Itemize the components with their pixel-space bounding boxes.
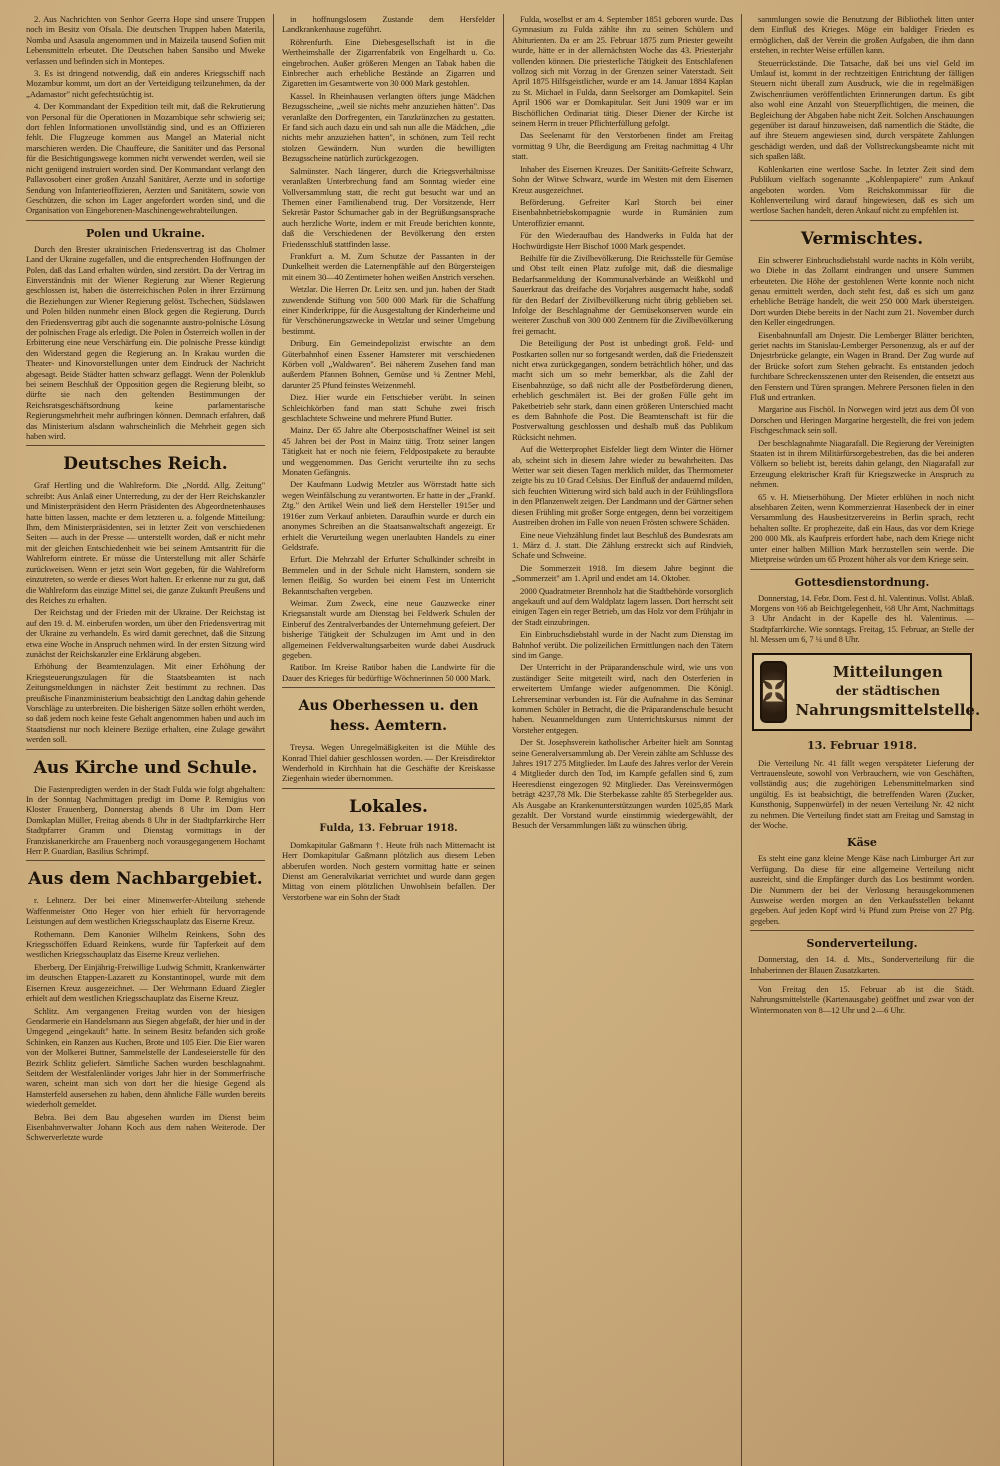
article-paragraph: r. Lehnerz. Der bei einer Minenwerfer-Abteilung stehende Waffenmeister Otto Heger von hier erhielt für hervorragende Leistungen auf dem westlichen Kriegsschauplatz das Eiserne Kreuz. — [26, 895, 265, 927]
article-paragraph: Beförderung. Gefreiter Karl Storch bei einer Eisenbahnbetriebskompagnie wurde in Rumänien zum Unteroffizier ernannt. — [512, 196, 733, 228]
article-paragraph: Frankfurt a. M. Zum Schutze der Passanten in der Dunkelheit werden die Laternenpfähle auf den Bürgersteigen mit einem 30—40 Zentimeter hohen weißen Anstrich versehen. — [282, 250, 495, 282]
article-paragraph: Diez. Hier wurde ein Fettschieber verübt. In seinen Schleichkörben fand man statt Schuhe zwei frisch geschlachtete Schweine und mehrere Pfund Butter. — [282, 392, 495, 424]
city-seal-icon: ✠ — [760, 661, 787, 723]
article-paragraph: sammlungen sowie die Benutzung der Bibliothek litten unter dem Einfluß des Krieges. Möge ein baldiger Frieden es ermöglichen, daß der Verein die großen Aufgaben, die ihm dann erstehen, in rechter Weise erfüllen kann. — [750, 14, 974, 56]
article-paragraph: 2000 Quadratmeter Brennholz hat die Stadtbehörde vorsorglich angekauft und auf dem Waldplatz lagern lassen. Dort herrscht seit einigen Tagen ein reger Betrieb, um das Holz vor dem Frühjahr in der Stadt einzubringen. — [512, 585, 733, 627]
article-paragraph: 2. Aus Nachrichten von Senhor Geerra Hope sind unsere Truppen noch im Besitz von Ofsala. Die deutschen Truppen haben Materila, Nomba und Asasula angenommen und in Maizeila tausend Sofien mit Lebensmitteln erbeutet. Die Deutschen haben Sansibo und Mweke verlassen und befinden sich in Montepes. — [26, 14, 265, 66]
article-paragraph: Fulda, woselbst er am 4. September 1851 geboren wurde. Das Gymnasium zu Fulda zählte ihn zu seinen Schülern und Abiturienten. Da er am 25. Februar 1875 zum Priester geweiht wurde, hätte er in der allernächsten Woche das 43. Priesterjahr vollenden können. Die priesterliche Tätigkeit des Entschlafenen vollzog sich mit Vorzug in der Grenzen seiner Vaterstadt. Seit April 1875 Hilfsgeistlicher, wurde er am 14. Januar 1884 Kaplan zu St. Michael in Fulda, dann Seelsorger am Domkapitel. Sein April 1906 war er Domkapitular. Seit Juni 1909 war er im Bischöflichen Ordinariat tätig. Dieser Diener der Kirche ist seinem Herrn in treuer Pflichterfüllung gefolgt. — [512, 14, 733, 129]
article-paragraph: Domkapitular Gaßmann †. Heute früh nach Mitternacht ist Herr Domkapitular Gaßmann plötzlich aus diesem Leben abberufen worden. Noch gestern vormittag hatte er seinen Dienst am Generalvikariat verrichtet und wurde dann gegen Mittag von einem plötzlichen Unwohlsein befallen. Der Verstorbene war ein Sohn der Stadt — [282, 839, 495, 902]
article-paragraph: Inhaber des Eisernen Kreuzes. Der Sanitäts-Gefreite Schwarz, Sohn der Witwe Schwarz, wurde im Westen mit dem Eisernen Kreuz ausgezeichnet. — [512, 163, 733, 195]
column-1 — [18, 14, 274, 1466]
divider — [26, 860, 265, 861]
article-paragraph: Schlitz. Am vergangenen Freitag wurden von der hiesigen Gendarmerie ein Handelsmann aus Siegen abgefaßt, der hier und in der Umgegend „eingekauft" hatte. In seinem Besitz befanden sich große Schinken, ein Ranzen aus Kuchen, Brote und 105 Eier. Die Eier waren von der Molkerei Buttner, Sammelstelle der Landeseierstelle für den Bezirk Schlitz geliefert. Sämtliche Sachen wurden beschlagnahmt. Seitdem der Westfalenländer voriges Jahr hier in der Sommerfrische waren, scheint man sich von dort her die hiesige Gegend als Hamsterfeld ausersehen zu haben, denn ähnliche Fälle wurden bereits wiederholt gemeldet. — [26, 1005, 265, 1110]
article-paragraph: Rothemann. Dem Kanonier Wilhelm Reinkens, Sohn des Kriegsschöffen Eduard Reinkens, wurde für Tapferkeit auf dem westlichen Kriegsschauplatz das Eiserne Kreuz verliehen. — [26, 928, 265, 960]
section-heading-sonderverteilung: Sonderverteilung. — [806, 937, 918, 951]
article-paragraph: Donnerstag, den 14. d. Mts., Sonderverteilung für die Inhaberinnen der Blauen Zusatzkarten. — [750, 954, 974, 975]
divider — [750, 220, 974, 221]
section-heading-reich: Deutsches Reich. — [63, 454, 228, 475]
article-paragraph: Kassel. In Rheinhausen verlangten öfters junge Mädchen Bezugsscheine, „weil sie nichts mehr anzuziehen hätten". Das veranlaßte den Dorfregenten, ein Tanzkränzchen zu gestatten. Er fand sich auch dazu ein und sah nun alle die Mädchen, „die nichts mehr anzuziehen hatten", in schönen, zum Teil recht stolzen Gewändern. Nun wurden die bewilligten Bezugsscheine natürlich zurückgezogen. — [282, 90, 495, 164]
column-3 — [504, 14, 742, 1466]
section-heading-vermischtes: Vermischtes. — [800, 228, 924, 249]
article-paragraph: Driburg. Ein Gemeindepolizist erwischte an dem Güterbahnhof einen Essener Hamsterer mit verschiedenen Körben voll „Waldwaren". Bei näherem Zusehen fand man außerdem Pfannen Bohnen, Gemüse und ¼ Zentner Mehl, darunter 25 Pfund feinstes Weizenmehl. — [282, 338, 495, 390]
article-paragraph: Für den Wiederaufbau des Handwerks in Fulda hat der Hochwürdigste Herr Bischof 1000 Mark gespendet. — [512, 230, 733, 251]
divider — [282, 687, 495, 688]
section-heading-gottesdienst: Gottesdienstordnung. — [794, 575, 930, 589]
dateline: Fulda, 13. Februar 1918. — [319, 822, 458, 834]
section-heading-polen: Polen und Ukraine. — [86, 226, 205, 240]
article-paragraph: Eberberg. Der Einjährig-Freiwillige Ludwig Schmitt, Krankenwärter im deutschen Etappen-Lazarett zu Konstantinopel, wurde mit dem Eisernen Kreuz ausgezeichnet. — Der Wehrmann Eduard Ziegler erhielt auf dem westlichen Kriegsschauplatz das Eiserne Kreuz. — [26, 961, 265, 1004]
article-paragraph: Durch den Brester ukrainischen Friedensvertrag ist das Cholmer Land der Ukraine zugefallen, und die entsprechenden Hoffnungen der Polen, daß das Land erhalten würden, sind zerstört. Da der Vertrag im Einverständnis mit der Wiener Regierung zur Wiener Regierung geschlossen ist, haben die österreichischen Polen in ihrer Erzürnung die Beziehungen zur Wiener Regierung gelöst. Tschechen, Südslawen und Polen bilden nunmehr einen Block gegen die Regierung. Durch den Friedensvertrag gibt auch die sogenannte austro-polnische Lösung der polnischen Frage als erledigt. Die Polen in Österreich wollen in der Erbitterung eine neue Verschärfung ein. Die polnische Presse kündigt den Widerstand gegen die Regierung an. In Krakau wurden die Theater- und Kinovorstellungen unter dem Eindruck der Nachricht abgesagt. Beide Städter hatten schwarz geflaggt. Wenn der Polenklub bei seinem Beschluß der Opposition gegen die Regierung bleibt, so dürfte sie nach den geltenden Bestimmungen der Reichsratsgeschäftsordnung keine parlamentarische Regierungsmehrheit mehr aufbringen können. Demnach erfahren, daß das Ministerium alsdann wahrscheinlich die Mehrheit gegen sich haben wird. — [26, 243, 265, 442]
article-paragraph: Ein schwerer Einbruchsdiebstahl wurde nachts in Köln verübt, wo Diebe in das Zollamt eindrangen und unsere Summen erbeuteten. Die Höhe der gestohlenen Werte konnte noch nicht genau ermittelt werden, doch steht fest, daß es sich um ganz erhebliche Beträge handelt, die weit 250 000 Mark übersteigen. Dort wurden Diebe bereits in der Nacht zum 21. November durch den Keller eingedrungen. — [750, 254, 974, 328]
divider — [26, 445, 265, 446]
section-heading-lokales: Lokales. — [349, 796, 428, 817]
article-paragraph: 4. Der Kommandant der Expedition teilt mit, daß die Rekrutierung von Personal für die Operationen in Mozambique sehr schwierig sei; dort fehlen Informationen unvollständig sind, und es an Offizieren fehlt. Die Flugzeuge kommen aus Mangel an Material nicht marschieren werden. Die Chauffeure, die Sanitäter und das Personal für die Besichtigungswege kommen nicht verwendet werden, weil sie nicht genügend instruiert worden sind. Der Kommandant verlangt den Pallavosobert einer großen Anzahl Sanitärer, Aerzte und in sofortige Sendung von Infanterieoffizieren, Aerzten und Sanitätern, sowie von Geschützen, die schon im Lager angefordert worden sind, und die Organisation von Eingeborenen-Maschinengewehrabteilungen. — [26, 101, 265, 216]
article-paragraph: Es steht eine ganz kleine Menge Käse nach Limburger Art zur Verfügung. Da diese für eine allgemeine Verteilung nicht ausreicht, sind die Empfänger durch das Los bestimmt worden. Die Nummern der bei der Verlosung herausgekommenen Ausweise werden morgen an den Verkaufsstellen bekannt gegeben. Auf jeden Kopf wird ¼ Pfund zum Preise von 27 Pfg. gegeben. — [750, 853, 974, 926]
article-paragraph: Auf die Wetterprophet Eisfelder liegt dem Winter die Hörner ab, scheint sich in diesem Jahre wieder zu bewahrheiten. Das Wetter war seit diesen Tagen merklich milder, das Thermometer zeigte bis zu 10 Grad Celsius. Der Einfluß der andauernd milden, sich feuchten Witterung wird sich bald auch in der Frühlingsflora in den Pflanzenwelt zeigen. Der Landmann und der Gärtner sehen diesen Frühling mit großer Sorge entgegen, denn bei vorzeitigem Austreiben drohen im Falle von neuen Frösten schwere Schäden. — [512, 444, 733, 528]
article-paragraph: Von Freitag den 15. Februar ab ist die Städt. Nahrungsmittelstelle (Kartenausgabe) geöffnet und zwar von der Wintermonaten von 8—12 Uhr und 2—6 Uhr. — [750, 984, 974, 1015]
divider — [750, 930, 974, 931]
article-paragraph: Wetzlar. Die Herren Dr. Leitz sen. und jun. haben der Stadt zuwendende Stiftung von 500 000 Mark für die Schaffung einer Kinderkrippe, für die Ausgestaltung der Kinderheime und für Verschönerungszwecke in Wetzlar und seiner Umgebung bestimmt. — [282, 284, 495, 336]
section-heading-kaese: Käse — [847, 836, 877, 850]
article-paragraph: Die Beteiligung der Post ist unbedingt groß. Feld- und Postkarten sollen nur so fortgesandt werden, daß die Friedenszeit nicht etwa zurückgegangen, sondern beträchtlich höher, und das macht sich um so mehr bemerkbar, als die Zahl der Eisenbahnzüge, so daß nicht alle der Postbeförderung dienen, erheblich geschmälert ist. Bei der großen Fülle geht im Paketbetrieb sehr stark, dann einen größeren Unterschied macht es dem Bahnhofe die Post. Die Beamtenschaft ist für die Postverwaltung geschlossen und deshalb muß das Publikum Rücksicht nehmen. — [512, 338, 733, 442]
column-2 — [274, 14, 504, 1466]
article-paragraph: Mainz. Der 65 Jahre alte Oberpostschaffner Weinel ist seit 45 Jahren bei der Post in Mainz tätig. Trotz seiner langen Tätigkeit hat er noch nie feiern, Feldpostpakete zu beraubte und weggenommen. Das Gericht verurteilte ihn zu sechs Monaten Gefängnis. — [282, 425, 495, 478]
article-paragraph: Eisenbahnunfall am Dnjestr. Die Lemberger Blätter berichten, geriet nachts im Stanislau-Lemberger Personenzug, als er auf der Dnjestrbrücke gelangte, ein Wagen in Brand. Der Zug wurde auf der Brücke sofort zum Stehen gebracht. Es entstanden jedoch furchtbare Schreckensszenen unter den Reisenden, die entsetzt aus den Fenstern und Türen sprangen. Mehrere Personen fielen in den Fluß und ertranken. — [750, 329, 974, 402]
article-paragraph: Graf Hertling und die Wahlreform. Die „Nordd. Allg. Zeitung" schreibt: Aus Anlaß einer Unterredung, zu der der Herr Reichskanzler und Ministerpräsident den Herrn Präsidenten des Abgeordnetenhauses hatte bitten lassen, machte er dem letzteren u. a. folgende Mitteilung: Ihm, dem Ministerpräsidenten, sei in letzter Zeit von verschiedenen Seiten — auch in der Presse — unterstellt worden, daß er nicht mehr mit der gleichen Entschiedenheit wie bei seinem Amtsantritt für die Wahlreform eintrete. Er müsse die Unterstellung mit aller Schärfe zurückweisen. Wenn er jetzt sein Wort gegeben, für die Wahlreform einzutreten, so werde er dieses Wort halten. Er erkenne nur zu gut, daß die Wahlreform das einzige Mittel sei, die ganze Zukunft Preußens und des Reiches zu erhalten. — [26, 480, 265, 605]
article-paragraph: Röhrenfurth. Eine Diebesgesellschaft ist in die Wertheimshalle der Zigarrenfabrik von Engelhardt u. Co. eingebrochen. Außer größeren Mengen an Tabak haben die Einbrecher auch erhebliche Bestände an Zigarren und Zigaretten im Gesamtwerte von 30 000 Mark gestohlen. — [282, 36, 495, 89]
article-paragraph: 3. Es ist dringend notwendig, daß ein anderes Kriegsschiff nach Mozambur kommt, um dort an der Verteidigung teilzunehmen, da der „Adamastor" nicht gefechtstüchtig ist. — [26, 68, 265, 99]
article-paragraph: Der Unterricht in der Präparandenschule wird, wie uns von zuständiger Seite mitgeteilt wird, nach den Osterferien in erweitertem Umfange wieder aufgenommen. Die Königl. Lehrerseminar verbunden ist. Für die Aufnahme in das Seminar kommen Schüler in Betracht, die die Präparandenschule besucht haben. Neuanmeldungen zum Unterrichtskursus nimmt der Vorsteher entgegen. — [512, 662, 733, 735]
nahrungsmittelstelle-banner — [752, 653, 981, 731]
article-paragraph: Weimar. Zum Zweck, eine neue Gauzwecke einer Kriegsanstalt wurde am Dienstag bei Feldwerk Schulen der Einberuf des Zentralverbandes der Unternehmung gefeiert. Der bisherige Tätigkeit der Schulzugen im Amt und in den allgemeinen Feldverwaltungsarbeiten wurde dabei Ausdruck gegeben. — [282, 597, 495, 660]
article-paragraph: Die Fastenpredigten werden in der Stadt Fulda wie folgt abgehalten: In der Sonntag Nachmittagen predigt im Dome P. Remigius von Kloster Frauenberg, Donnerstag abends 8 Uhr im Dom Herr Domkaplan Müller, Freitag abends 8 Uhr in der Stadtpfarrkirche Herr Stadtpfarrer Gramm und Dienstag vormittags in der Franziskanerkirche am Frauenberg noch vorausgegangenem Hochamt Herr P. Guardian, Basilius Schrimpf. — [26, 783, 265, 857]
article-paragraph: Ein Einbruchsdiebstahl wurde in der Nacht zum Dienstag im Bahnhof verübt. Die polizeilichen Ermittlungen nach den Tätern sind im Gange. — [512, 629, 733, 660]
article-paragraph: Das Seelenamt für den Verstorbenen findet am Freitag vormittag 9 Uhr, die Beerdigung am Freitag nachmittag 4 Uhr statt. — [512, 130, 733, 162]
article-paragraph: Die Verteilung Nr. 41 fällt wegen verspäteter Lieferung der Vertrauensleute, sowohl von Verbrauchern, wie von Geschäften, vollständig aus; die zugehörigen Lebensmittelmarken sind ungültig. Es ist beabsichtigt, die betreffenden Waren (Zucker, Kunsthonig, Suppenwürfel) in der neuen Verteilung Nr. 42 nicht zu nehmen. Die Verteilung findet statt am Freitag und Samstag in der Woche. — [750, 757, 974, 830]
article-paragraph: in hoffnungslosem Zustande dem Hersfelder Landkrankenhause zugeführt. — [282, 14, 495, 35]
article-paragraph: 65 v. H. Mietserhöhung. Der Mieter erblühen in noch nicht absehbaren Zeiten, wenn Kommerzienrat Hasenbeck der in einer Versammlung des Hausbesitzervereins in Berlin sprach, recht behalten sollte. Er prophezeite, daß ein Haus, das vor dem Kriege 200 000 Mk. als Kaufpreis erfordert habe, nach dem Kriege nicht unter einer halben Million Mark herzustellen sein werde. Die Mietpreise würden um 65 Prozent höher als vor dem Kriege sein. — [750, 491, 974, 565]
article-paragraph: Bebra. Bei dem Bau abgesehen wurden im Dienst beim Eisenbahnverwalter Johann Koch aus dem nahen Weiterode. Der Schwerverletzte wurde — [26, 1111, 265, 1143]
section-heading-kirche: Aus Kirche und Schule. — [33, 757, 258, 778]
article-paragraph: Margarine aus Fischöl. In Norwegen wird jetzt aus dem Öl von Dorschen und Heringen Margarine hergestellt, die frei von jedem Fischgeschmack sein soll. — [750, 404, 974, 436]
banner-line: Nahrungsmittelstelle. — [795, 701, 981, 720]
divider — [26, 220, 265, 221]
article-paragraph: Erfurt. Die Mehrzahl der Erfurter Schulkinder schreibt in Bemmelen und in der Schule nicht Hamstern, sondern sie lernen fleißig. So wurden bei einem Fest im Unterricht Bekanntschaften vergeben. — [282, 554, 495, 596]
divider — [750, 569, 974, 570]
section-heading-oberhessen: Aus Oberhessen u. den hess. Aemtern. — [298, 698, 479, 735]
banner-title — [795, 663, 980, 720]
article-paragraph: Der Kaufmann Ludwig Metzler aus Wörrstadt hatte sich wegen Weinfälschung zu verantworten. Er hatte in der „Frankf. Ztg." den Artikel Wein und ließ dem Hersteller 1915er und 1916er zum Verkauf anbieten. Daraufhin wurde er durch ein anonymes Schreiben an die Staatsanwaltschaft angezeigt. Er erhielt die Verurteilung wegen unerlaubten Handels zu einer Geldstrafe. — [282, 479, 495, 552]
article-paragraph: Die Sommerzeit 1918. Im diesem Jahre beginnt die „Sommerzeit" am 1. April und endet am 14. Oktober. — [512, 562, 733, 584]
banner-line: der städtischen — [835, 684, 940, 699]
article-paragraph: Der Reichstag und der Frieden mit der Ukraine. Der Reichstag ist auf den 19. d. M. einberufen worden, um über den Friedensvertrag mit der Ukraine zu verhandeln. Es wird damit gerechnet, daß die Sitzung etwa eine Woche in Anspruch nehmen wird. In der ersten Sitzung wird zunächst der Reichskanzler eine Erklärung abgeben. — [26, 607, 265, 659]
divider — [26, 749, 265, 750]
article-paragraph: Treysa. Wegen Unregelmäßigkeiten ist die Mühle des Konrad Thiel dahier geschlossen worden. — Der Kreisdirektor Wenderhold in Kirchhain hat die Geschäfte der Kreiskasse Ziegenhain wieder übernommen. — [282, 742, 495, 784]
article-paragraph: Beihilfe für die Zivilbevölkerung. Die Reichsstelle für Gemüse und Obst teilt einen Platz zufolge mit, daß die diesmalige Bedarfsanmeldung der Kommunalverbände an Weißkohl und Sauerkraut das dreifache des Vorjahres ausgemacht habe, sodaß für den Bedarf der Zivilbevölkerung nicht übrig geblieben sei. Infolge der Beschlagnahme der Gemüsekonserven wurde ein weiterer Zuschuß von 300 000 Zentnern für die Zivilbevölkerung frei gemacht. — [512, 252, 733, 336]
section-date: 13. Februar 1918. — [807, 738, 917, 752]
banner-line: Mitteilungen — [832, 663, 943, 682]
article-paragraph: Kohlenkarten eine wertlose Sache. In letzter Zeit sind dem Publikum vielfach sogenannte „Kohlenpapiere" zum Ankauf angeboten worden. Vom Reichskommissar für die Kohlenverteilung wird darauf hingewiesen, daß es sich um wertlose Sachen handelt, deren Ankauf nicht zu empfehlen ist. — [750, 163, 974, 216]
divider — [750, 979, 974, 980]
article-paragraph: Salmünster. Nach längerer, durch die Kriegsverhältnisse veranlaßten Unterbrechung fand am Sonntag wieder eine Vollversammlung statt, die recht gut besucht war und an Themen einer Familienabend trug. Der Vorsitzende, Herr Sekretär Pastor Schumacher gab in der Begrüßungsansprache auch herzliche Worte, indem er mit Freude berichten konnte, daß die Verschiedenen der Bevölkerung den ersten Friedensschluß stattfinden lasse. — [282, 165, 495, 249]
article-paragraph: Der beschlagnahmte Niagarafall. Die Regierung der Vereinigten Staaten ist in ihrem Militärfürsorgebestreben, das die bei anderen Völkern so beliebt ist, bereits dahin gelangt, den Niagarafall zur Erzeugung elektrischer Kraft für Kriegszwecke in Anspruch zu nehmen. — [750, 437, 974, 490]
article-paragraph: Eine neue Viehzählung findet laut Beschluß des Bundesrats am 1. März d. J. statt. Die Zählung erstreckt sich auf Rindvieh, Schafe und Schweine. — [512, 529, 733, 561]
article-paragraph: Steuerrückstände. Die Tatsache, daß bei uns viel Geld im Umlauf ist, kommt in der rechtzeitigen Entrichtung der fälligen Steuern nicht überall zum Ausdruck, wie die in regelmäßigen Zwischenräumen veröffentlichten Erinnerungen dartun. Es gibt also wohl eine Anzahl von Steuerpflichtigen, die meinen, die Begleichung der Abgaben habe nicht Zeit. Solchen Anschauungen gegenüber ist darauf hinzuweisen, daß namentlich die Städte, die auf ihre Steuern angewiesen sind, durch verspätete Zahlungen geschädigt werden, und daß der Vollstreckungsbeamte nicht mit sich spaßen läßt. — [750, 57, 974, 162]
section-heading-nachbar: Aus dem Nachbargebiet. — [28, 869, 263, 890]
article-paragraph: Ratibor. Im Kreise Ratibor haben die Landwirte für die Dauer des Krieges für bedürftige Wöchnerinnen 50 000 Mark. — [282, 662, 495, 683]
article-paragraph: Erhöhung der Beamtenzulagen. Mit einer Erhöhung der Kriegsteuerungszulagen für die Staatsbeamten ist nach Zeitungsmeldungen in nächster Zeit bestimmt zu rechnen. Das preußische Finanzministerium beabsichtigt den Landtag dahin gehende Vorschläge zu unterbreiten. Die bisherigen Sätze sollen erhöht werden, so daß jedem noch keine feste Gehalt angenommen haben und auch im Staatsdienst nur noch kleinere Bezüge erhalten, eine Zulage gewährt werden soll. — [26, 661, 265, 745]
article-paragraph: Der St. Josephsverein katholischer Arbeiter hielt am Sonntag seine Generalversammlung ab. Der Verein zählte am Schlusse des Jahres 1917 275 Mitglieder. Im Laufe des Jahres verlor der Verein 4 Mitglieder durch den Tod, im Kampfe gefallen sind 6, zum Heeresdienst eingezogen 92 Mitglieder. Das Vereinsvermögen beträgt 4237,78 Mk. Die Sterbekasse zahlte 85 Sterbegelder aus. Als Ausgabe an Krankenunterstützungen wurden 1025,85 Mark gezahlt. Der Vorstand wurde einstimmig wiedergewählt, der Besuch der Versammlungen läßt zu wünschen übrig. — [512, 737, 733, 831]
divider — [282, 788, 495, 789]
column-4 — [742, 14, 982, 1466]
article-paragraph: Donnerstag, 14. Febr. Dom. Fest d. hl. Valentinus. Vollst. Ablaß. Morgens von ½6 ab Beichtgelegenheit, ½8 Uhr Amt, Nachmittags 3 Uhr Andacht in der Kapelle des hl. Valentinus. — Stadtpfarrkirche. Wie sonntags. Freitag, 15. Februar, an Stelle der hl. Messen um 6, 7 ¼ und 8 Uhr. — [750, 592, 974, 645]
